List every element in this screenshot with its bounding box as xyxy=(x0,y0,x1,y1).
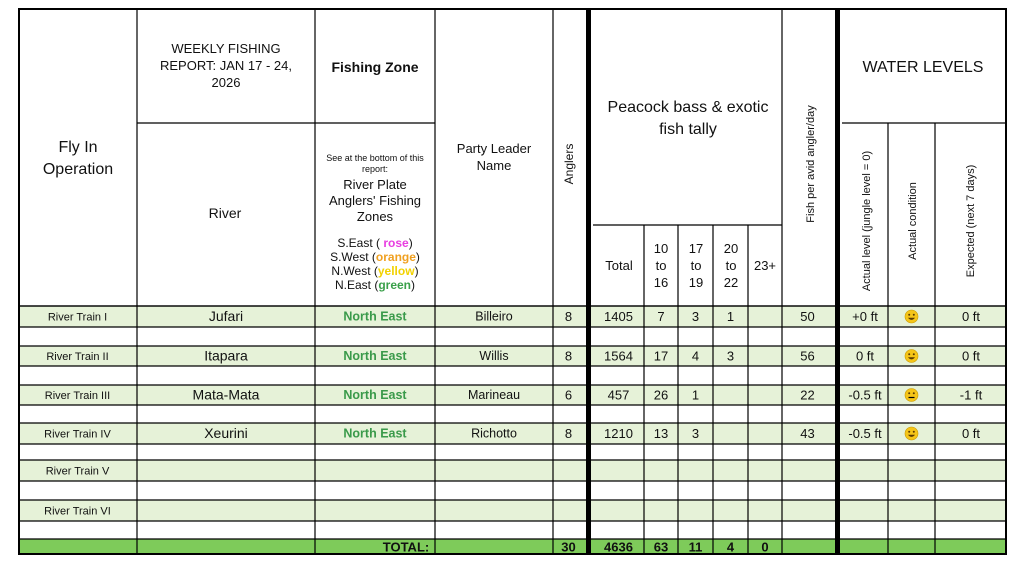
fish-per-cell: 50 xyxy=(800,309,815,324)
river-cell: Jufari xyxy=(208,308,244,324)
range1-cell: 26 xyxy=(653,387,669,403)
zones-title-line2: Anglers' Fishing xyxy=(328,193,422,208)
actual-level-cell: -0.5 ft xyxy=(848,387,882,403)
total-band xyxy=(18,539,1007,555)
leader-cell: Marineau xyxy=(467,388,521,402)
total-range4: 0 xyxy=(761,539,769,555)
zone-legend xyxy=(330,236,420,292)
fly-in-title-line1: Fly In xyxy=(58,139,98,156)
operation-cell: River Train II xyxy=(46,351,109,363)
anglers-cell: 8 xyxy=(564,309,573,324)
range3-cell: 3 xyxy=(726,348,735,364)
table-body xyxy=(44,308,982,518)
legend-item-3: N.West (yellow) xyxy=(331,264,419,278)
party-leader-heading-line1: Party Leader xyxy=(456,141,532,156)
leader-cell: Billeiro xyxy=(475,309,513,324)
range2-heading-c: 19 xyxy=(688,275,704,290)
range1-cell: 17 xyxy=(653,348,669,364)
table-row xyxy=(46,466,110,478)
zone-cell: North East xyxy=(343,426,407,441)
legend-item-4: N.East (green) xyxy=(334,278,416,292)
range1-cell: 7 xyxy=(657,309,665,324)
total-anglers: 30 xyxy=(561,539,576,555)
table-row xyxy=(44,506,111,518)
expected-heading: Expected (next 7 days) xyxy=(965,164,977,278)
leader-cell: Willis xyxy=(479,349,509,363)
operation-cell: River Train III xyxy=(44,390,111,402)
table-header xyxy=(43,41,984,292)
zones-title-line3: Zones xyxy=(356,209,394,224)
report-title-line2: REPORT: JAN 17 - 24, xyxy=(160,58,292,73)
legend-item-2: S.West (orange) xyxy=(330,250,420,264)
total-heading: Total xyxy=(605,258,633,273)
condition-happy-icon xyxy=(905,350,918,363)
legend-item-1: S.East ( rose) xyxy=(337,236,413,250)
total-range3: 4 xyxy=(726,539,735,555)
expected-cell: 0 ft xyxy=(961,348,981,364)
range3-heading-a: 20 xyxy=(723,241,739,256)
operation-cell: River Train IV xyxy=(44,428,111,441)
range2-heading-a: 17 xyxy=(688,241,704,256)
range1-cell: 13 xyxy=(653,426,669,441)
range1-heading-a: 10 xyxy=(653,241,669,256)
condition-happy-icon xyxy=(905,427,918,440)
range3-cell: 1 xyxy=(726,309,735,324)
fish-per-cell: 56 xyxy=(800,348,815,364)
fish-per-heading: Fish per avid angler/day xyxy=(805,105,817,223)
actual-level-cell: 0 ft xyxy=(855,348,875,364)
river-cell: Mata-Mata xyxy=(192,386,260,403)
total-range1: 63 xyxy=(653,539,669,555)
zones-title-line1: River Plate xyxy=(343,177,407,192)
range2-cell: 3 xyxy=(691,309,700,324)
range2-cell: 1 xyxy=(691,387,700,403)
row-band-5 xyxy=(18,460,1007,481)
river-cell: Xeurini xyxy=(204,425,248,441)
anglers-cell: 8 xyxy=(564,426,573,441)
actual-level-heading: Actual level (jungle level = 0) xyxy=(861,150,873,292)
condition-happy-icon xyxy=(905,310,918,323)
actual-condition-heading: Actual condition xyxy=(907,182,919,260)
range2-heading-b: to xyxy=(690,258,702,273)
range3-heading-c: 22 xyxy=(723,275,739,290)
river-cell: Itapara xyxy=(204,347,248,364)
report-title-line3: 2026 xyxy=(211,75,241,90)
condition-neutral-icon xyxy=(905,389,918,402)
operation-cell: River Train I xyxy=(47,311,108,324)
total-cell: 457 xyxy=(607,387,630,403)
zone-cell: North East xyxy=(343,349,407,363)
party-leader-heading-line2: Name xyxy=(476,158,512,173)
operation-cell: River Train V xyxy=(45,465,110,478)
river-heading: River xyxy=(208,205,242,221)
row-band-6 xyxy=(18,500,1007,521)
range1-heading-b: to xyxy=(655,258,667,273)
zone-note-line2: report: xyxy=(361,164,389,174)
fly-in-title-line2: Operation xyxy=(42,161,114,178)
anglers-heading: Anglers xyxy=(562,143,576,185)
total-cell: 1405 xyxy=(604,309,633,324)
range4-heading: 23+ xyxy=(753,258,777,273)
fishing-report-table xyxy=(18,8,1007,555)
tally-heading-line2: fish tally xyxy=(659,121,717,138)
zone-cell: North East xyxy=(343,388,407,402)
operation-cell: River Train VI xyxy=(44,505,111,518)
zone-cell: North East xyxy=(343,309,407,324)
expected-cell: 0 ft xyxy=(961,426,981,441)
anglers-cell: 6 xyxy=(564,387,573,403)
range3-heading-b: to xyxy=(725,258,737,273)
total-label: TOTAL: xyxy=(382,539,430,555)
total-fish: 4636 xyxy=(604,539,633,555)
actual-level-cell: +0 ft xyxy=(852,309,878,324)
range2-cell: 3 xyxy=(691,426,700,441)
range2-cell: 4 xyxy=(691,348,700,364)
expected-cell: 0 ft xyxy=(961,309,981,324)
fishing-zone-heading: Fishing Zone xyxy=(331,59,419,75)
range1-heading-c: 16 xyxy=(653,275,669,290)
zone-note-line1: See at the bottom of this xyxy=(326,153,424,163)
total-cell: 1210 xyxy=(604,426,633,441)
fish-per-cell: 22 xyxy=(800,387,815,403)
tally-heading-line1: Peacock bass & exotic xyxy=(607,99,769,116)
leader-cell: Richotto xyxy=(471,426,517,441)
report-title-line1: WEEKLY FISHING xyxy=(171,41,281,56)
anglers-cell: 8 xyxy=(564,348,573,364)
total-range2: 11 xyxy=(688,539,703,555)
fish-per-cell: 43 xyxy=(800,426,815,441)
expected-cell: -1 ft xyxy=(959,387,983,403)
actual-level-cell: -0.5 ft xyxy=(848,426,882,441)
total-cell: 1564 xyxy=(604,348,633,364)
water-levels-heading: WATER LEVELS xyxy=(862,59,984,76)
